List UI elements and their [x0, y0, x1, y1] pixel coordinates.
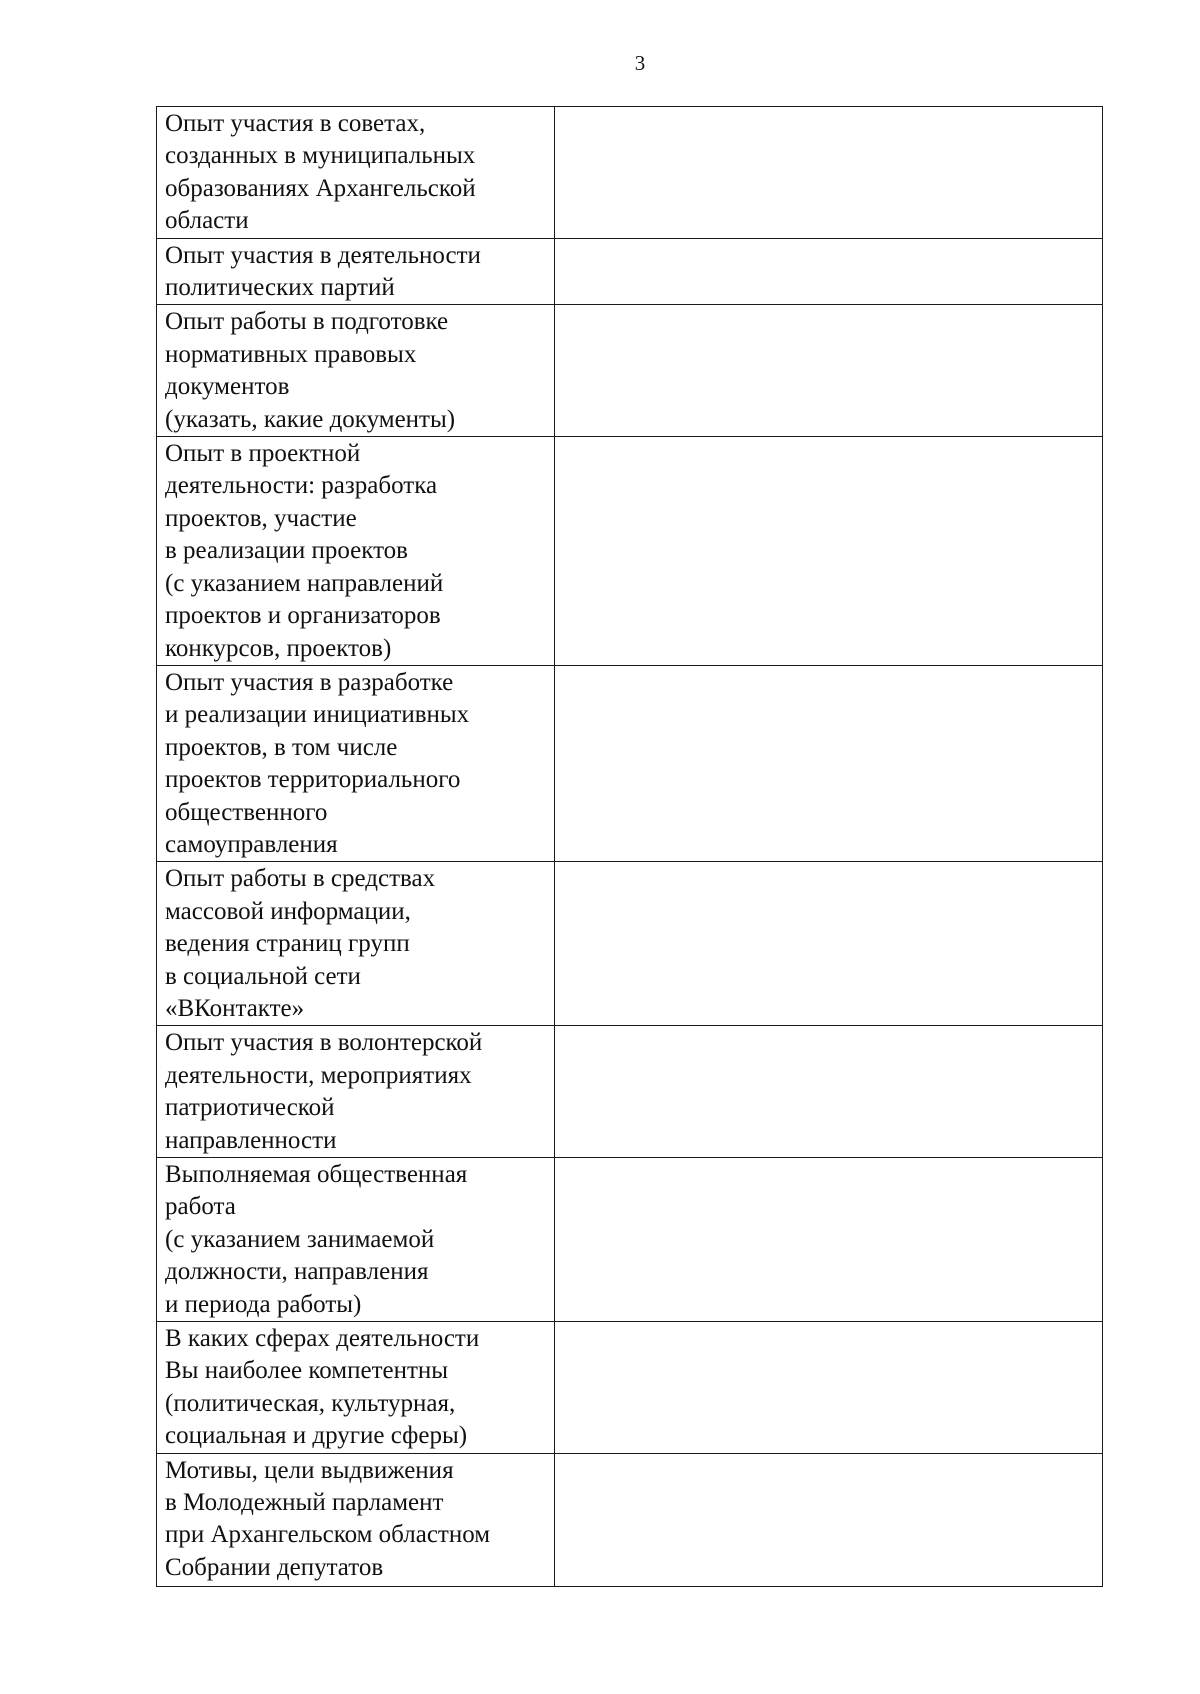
- table-row: [157, 1026, 1103, 1158]
- question-label: Опыт участия в волонтерской деятельности, мероприятиях патриотической направленности: [165, 1029, 483, 1154]
- table-row: [157, 1322, 1103, 1454]
- question-cell: [157, 437, 555, 666]
- table-row: [157, 437, 1103, 666]
- answer-cell[interactable]: [555, 665, 1103, 861]
- question-cell: [157, 305, 555, 437]
- question-label: Опыт в проектной деятельности: разработка проектов, участие в реализации проектов (с указанием направлений проектов и организаторов конкурсов, проектов): [165, 440, 444, 662]
- answer-cell[interactable]: [555, 437, 1103, 666]
- question-cell: [157, 1453, 555, 1586]
- question-cell: [157, 1322, 555, 1454]
- question-label: Опыт участия в разработке и реализации инициативных проектов, в том числе проектов территориального общественного самоуправления: [165, 668, 470, 858]
- answer-cell[interactable]: [555, 238, 1103, 305]
- question-cell: [157, 1026, 555, 1158]
- question-label: Опыт работы в средствах массовой информации, ведения страниц групп в социальной сети «ВКонтакте»: [165, 865, 436, 1022]
- answer-cell[interactable]: [555, 1322, 1103, 1454]
- question-label: Опыт работы в подготовке нормативных правовых документов (указать, какие документы): [165, 308, 456, 433]
- question-cell: [157, 238, 555, 305]
- table-row: [157, 305, 1103, 437]
- question-label: Опыт участия в деятельности политических партий: [165, 241, 481, 302]
- question-label: Мотивы, цели выдвижения в Молодежный парламент при Архангельском областном Собрании депутатов: [165, 1456, 491, 1581]
- table-row: [157, 1158, 1103, 1322]
- table-row: [157, 107, 1103, 239]
- answer-cell[interactable]: [555, 1158, 1103, 1322]
- answer-cell[interactable]: [555, 107, 1103, 239]
- question-label: Выполняемая общественная работа (с указанием занимаемой должности, направления и периода работы): [165, 1161, 468, 1318]
- answer-cell[interactable]: [555, 862, 1103, 1026]
- question-cell: [157, 862, 555, 1026]
- answer-cell[interactable]: [555, 305, 1103, 437]
- answer-cell[interactable]: [555, 1453, 1103, 1586]
- table-row: [157, 862, 1103, 1026]
- page-number: 3: [634, 51, 646, 75]
- table-row: [157, 1453, 1103, 1586]
- questionnaire-table: [156, 106, 1103, 1587]
- table-row: [157, 238, 1103, 305]
- question-label: В каких сферах деятельности Вы наиболее компетентны (политическая, культурная, социальная и другие сферы): [165, 1325, 480, 1450]
- question-cell: [157, 1158, 555, 1322]
- table-row: [157, 665, 1103, 861]
- question-cell: [157, 665, 555, 861]
- question-label: Опыт участия в советах, созданных в муниципальных образованиях Архангельской области: [165, 110, 476, 235]
- question-cell: [157, 107, 555, 239]
- answer-cell[interactable]: [555, 1026, 1103, 1158]
